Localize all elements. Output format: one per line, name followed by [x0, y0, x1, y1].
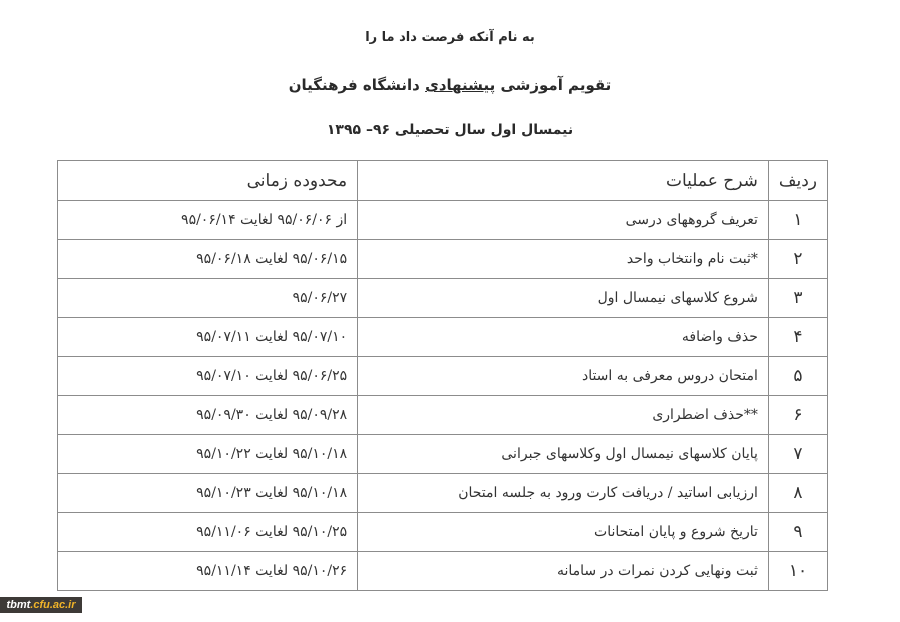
page-subtitle: نیمسال اول سال تحصیلی ۹۶– ۱۳۹۵ [326, 122, 574, 138]
row-description: پایان کلاسهای نیمسال اول وکلاسهای جبرانی [358, 435, 769, 474]
row-number: ۸ [768, 474, 827, 513]
column-header-time-range: محدوده زمانی [58, 161, 358, 201]
table-row [58, 474, 828, 513]
table-row [58, 318, 828, 357]
row-date-range: ۹۵/۱۰/۲۵ لغایت ۹۵/۱۱/۰۶ [58, 513, 358, 552]
row-number: ۳ [768, 279, 827, 318]
row-date-range: ۹۵/۱۰/۲۶ لغایت ۹۵/۱۱/۱۴ [58, 552, 358, 591]
row-date-range: ۹۵/۱۰/۱۸ لغایت ۹۵/۱۰/۲۳ [58, 474, 358, 513]
row-date-range: ۹۵/۰۶/۲۵ لغایت ۹۵/۰۷/۱۰ [58, 357, 358, 396]
column-header-row-number: ردیف [768, 161, 827, 201]
academic-calendar-table [57, 160, 828, 591]
row-date-range: ۹۵/۰۹/۲۸ لغایت ۹۵/۰۹/۳۰ [58, 396, 358, 435]
table-row [58, 279, 828, 318]
row-description: شروع کلاسهای نیمسال اول [358, 279, 769, 318]
row-description: حذف واضافه [358, 318, 769, 357]
row-number: ۵ [768, 357, 827, 396]
table-row [58, 435, 828, 474]
table-header-row [58, 161, 828, 201]
row-date-range: ۹۵/۰۶/۱۵ لغایت ۹۵/۰۶/۱۸ [58, 240, 358, 279]
column-header-description: شرح عملیات [358, 161, 769, 201]
row-number: ۹ [768, 513, 827, 552]
watermark-prefix: tbmt [6, 599, 31, 611]
row-number: ۱۰ [768, 552, 827, 591]
row-date-range: ۹۵/۰۷/۱۰ لغایت ۹۵/۰۷/۱۱ [58, 318, 358, 357]
row-description: امتحان دروس معرفی به استاد [358, 357, 769, 396]
row-description: ارزیابی اساتید / دریافت کارت ورود به جلسه امتحان [358, 474, 769, 513]
row-date-range: از ۹۵/۰۶/۰۶ لغایت ۹۵/۰۶/۱۴ [58, 201, 358, 240]
row-date-range: ۹۵/۱۰/۱۸ لغایت ۹۵/۱۰/۲۲ [58, 435, 358, 474]
row-number: ۱ [768, 201, 827, 240]
table-row [58, 357, 828, 396]
table-row [58, 513, 828, 552]
row-description: *ثبت نام وانتخاب واحد [358, 240, 769, 279]
row-date-range: ۹۵/۰۶/۲۷ [58, 279, 358, 318]
table-row [58, 201, 828, 240]
row-description: ثبت ونهایی کردن نمرات در سامانه [358, 552, 769, 591]
title-prefix: تقویم آموزشی [500, 76, 612, 94]
table-row [58, 240, 828, 279]
row-description: تعریف گروههای درسی [358, 201, 769, 240]
table-row [58, 396, 828, 435]
row-number: ۷ [768, 435, 827, 474]
site-watermark-logo [0, 597, 82, 613]
title-underlined-word: پیشنهادی [425, 76, 496, 94]
table-row [58, 552, 828, 591]
row-number: ۶ [768, 396, 827, 435]
page-title [0, 76, 900, 94]
row-number: ۴ [768, 318, 827, 357]
row-description: **حذف اضطراری [358, 396, 769, 435]
basmala-line: به نام آنکه فرصت داد ما را [365, 30, 535, 45]
row-number: ۲ [768, 240, 827, 279]
title-suffix: دانشگاه فرهنگیان [288, 76, 420, 94]
row-description: تاریخ شروع و پایان امتحانات [358, 513, 769, 552]
watermark-domain: .cfu.ac.ir [30, 599, 76, 611]
